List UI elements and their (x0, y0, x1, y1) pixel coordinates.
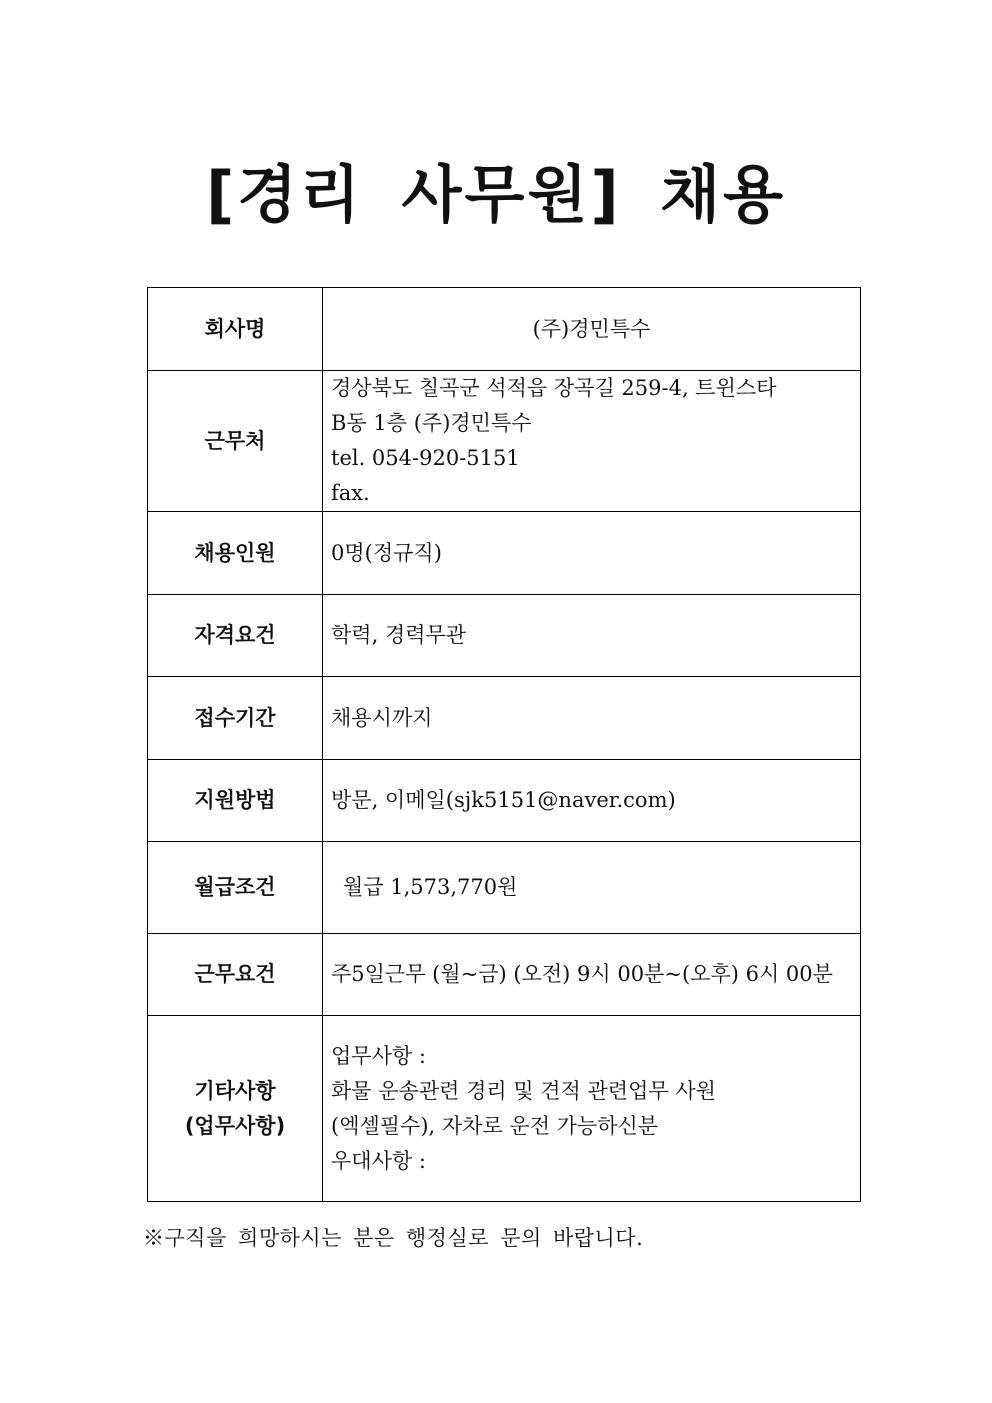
row-label: 월급조건 (148, 842, 323, 934)
job-posting-table (147, 287, 861, 1202)
table-row (148, 512, 861, 595)
row-label: 지원방법 (148, 760, 323, 842)
label-line: 기타사항 (194, 1078, 276, 1103)
row-label: 자격요건 (148, 595, 323, 677)
row-label: 근무요건 (148, 934, 323, 1016)
value-line: 업무사항 : (331, 1043, 426, 1068)
row-label: 접수기간 (148, 677, 323, 760)
value-line: (엑셀필수), 자차로 운전 가능하신분 (331, 1113, 659, 1138)
footer-note: ※구직을 희망하시는 분은 행정실로 문의 바랍니다. (143, 1226, 644, 1250)
value-line: 학력, 경력무관 (331, 623, 467, 647)
value-line: 경상북도 칠곡군 석적읍 장곡길 259-4, 트윈스타 (331, 376, 777, 400)
row-label (148, 1016, 323, 1202)
row-label: 근무처 (148, 371, 323, 512)
row-value (323, 512, 861, 595)
value-line: 채용시까지 (331, 705, 433, 730)
row-label: 회사명 (148, 288, 323, 371)
value-line: tel. 054-920-5151 (331, 446, 520, 470)
row-value (323, 677, 861, 760)
value-line: 0명(정규직) (331, 540, 442, 565)
value-line: 월급 1,573,770원 (343, 875, 518, 899)
row-label: 채용인원 (148, 512, 323, 595)
row-value (323, 371, 861, 512)
label-line: (업무사항) (184, 1113, 286, 1138)
row-value (323, 760, 861, 842)
value-line: 우대사항 : (331, 1148, 426, 1173)
value-line: 화물 운송관련 경리 및 견적 관련업무 사원 (331, 1078, 716, 1103)
value-line: B동 1층 (주)경민특수 (331, 411, 532, 435)
value-line: 주5일근무 (월~금) (오전) 9시 00분~(오후) 6시 00분 (331, 962, 833, 986)
page-title: [경리 사무원] 채용 (205, 158, 787, 231)
table-row (148, 595, 861, 677)
row-value (323, 934, 861, 1016)
table-row (148, 371, 861, 512)
table-row (148, 842, 861, 934)
value-line: (주)경민특수 (532, 316, 651, 341)
table-row (148, 1016, 861, 1202)
row-value (323, 1016, 861, 1202)
row-value (323, 288, 861, 371)
table-row (148, 934, 861, 1016)
table-row (148, 760, 861, 842)
row-value (323, 842, 861, 934)
value-line: 방문, 이메일(sjk5151@naver.com) (331, 788, 676, 812)
table-row (148, 677, 861, 760)
row-value (323, 595, 861, 677)
value-line: fax. (331, 481, 370, 505)
table-row (148, 288, 861, 371)
